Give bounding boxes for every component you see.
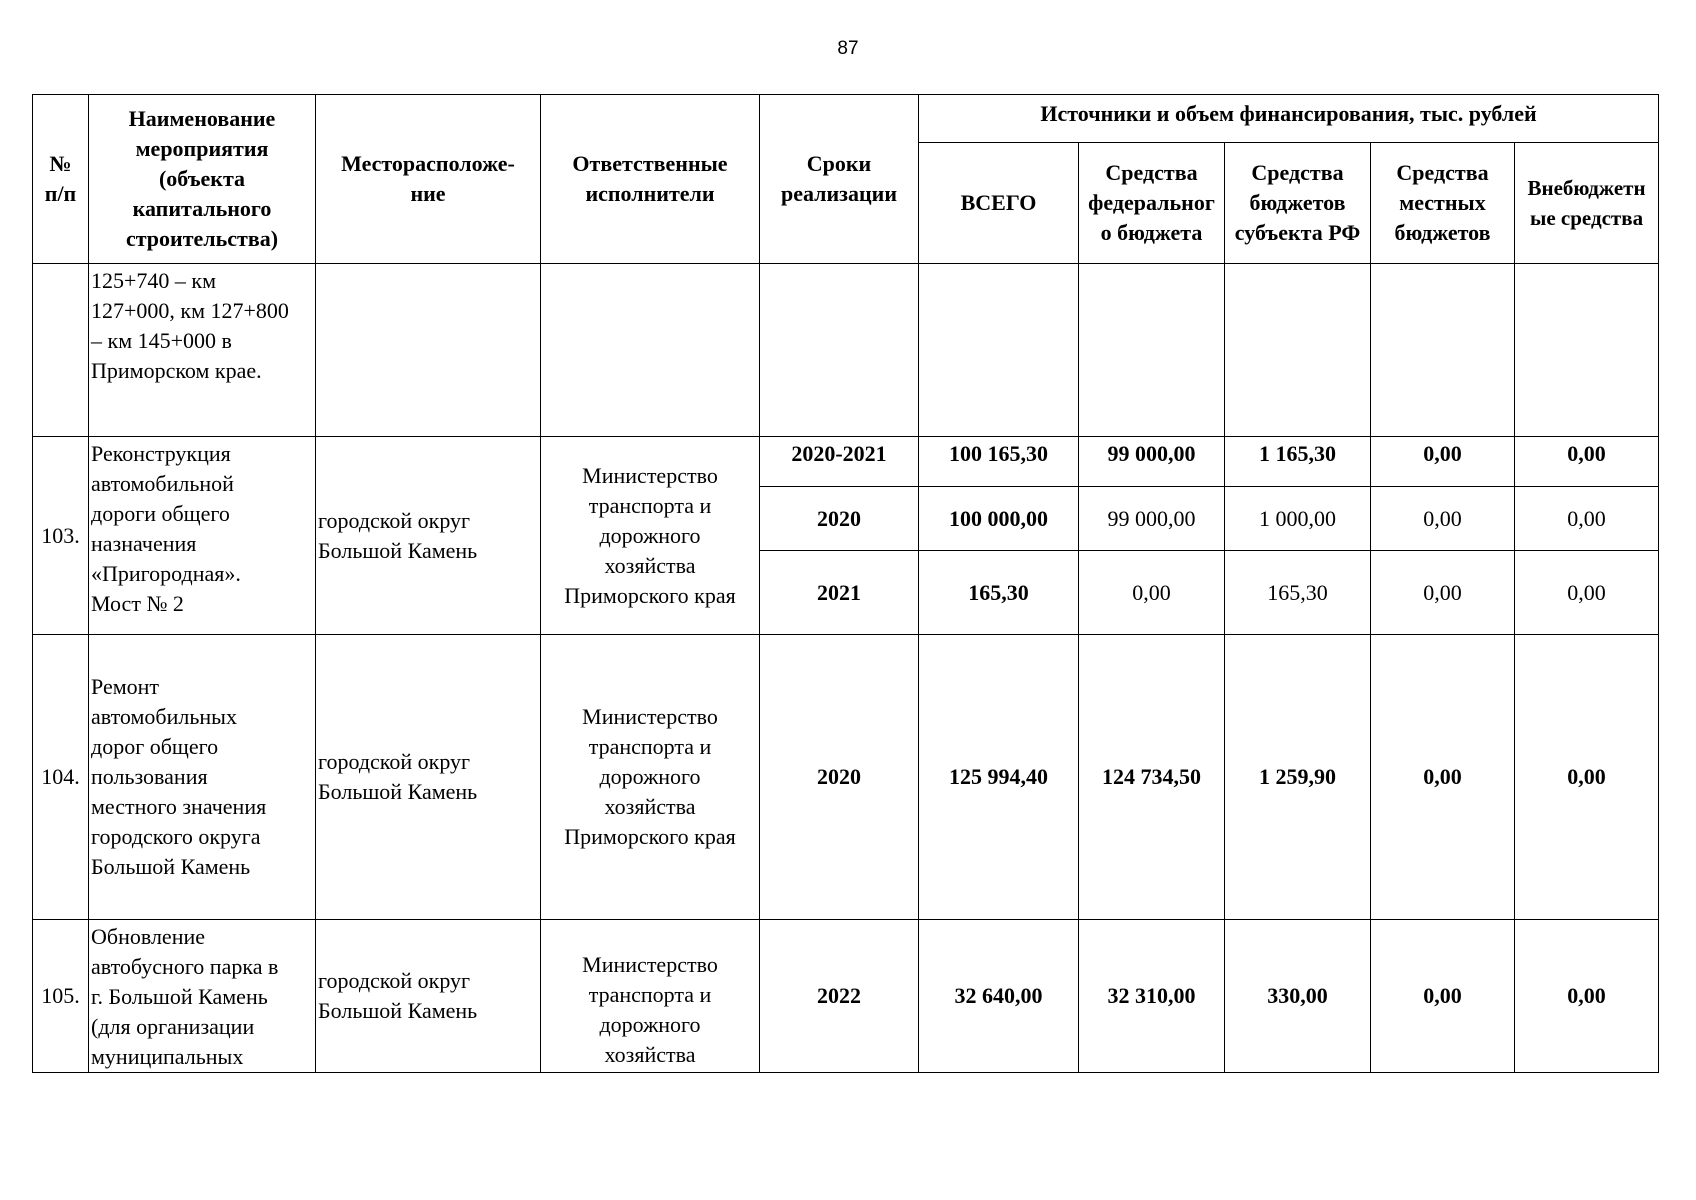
row103-federal-2: 0,00 [1079, 551, 1225, 635]
row105-extra: 0,00 [1515, 920, 1659, 1073]
cont-federal-cell [1079, 264, 1225, 437]
page-number: 87 [837, 38, 859, 59]
cont-total-cell [919, 264, 1079, 437]
row105-name: Обновление автобусного парка в г. Большой Камень (для организации муниципальных [89, 920, 316, 1073]
row104-num: 104. [33, 635, 89, 920]
row103-local-0: 0,00 [1371, 437, 1515, 487]
row105-responsible: Министерство транспорта и дорожного хозяйства [541, 920, 760, 1073]
row103-total-2: 165,30 [919, 551, 1079, 635]
row104-responsible: Министерство транспорта и дорожного хозяйства Приморского края [541, 635, 760, 920]
table-row [33, 264, 1659, 437]
table-row [33, 635, 1659, 920]
header-location: Месторасположе- ние [316, 95, 541, 264]
row105-location: городской округ Большой Камень [316, 920, 541, 1073]
row103-extra-1: 0,00 [1515, 487, 1659, 551]
row105-regional: 330,00 [1225, 920, 1371, 1073]
row103-period-1: 2020 [760, 487, 919, 551]
row104-total: 125 994,40 [919, 635, 1079, 920]
row103-local-2: 0,00 [1371, 551, 1515, 635]
row104-period: 2020 [760, 635, 919, 920]
cont-period-cell [760, 264, 919, 437]
row103-federal-0: 99 000,00 [1079, 437, 1225, 487]
header-responsible: Ответственные исполнители [541, 95, 760, 264]
row105-num: 105. [33, 920, 89, 1073]
row105-period: 2022 [760, 920, 919, 1073]
row103-regional-1: 1 000,00 [1225, 487, 1371, 551]
header-federal: Средства федеральног о бюджета [1079, 143, 1225, 264]
row103-extra-0: 0,00 [1515, 437, 1659, 487]
header-extra: Внебюджетн ые средства [1515, 143, 1659, 264]
header-period: Сроки реализации [760, 95, 919, 264]
header-num: № п/п [33, 95, 89, 264]
cont-num-cell [33, 264, 89, 437]
row103-total-0: 100 165,30 [919, 437, 1079, 487]
row104-name: Ремонт автомобильных дорог общего пользования местного значения городского округа Большой Камень [89, 635, 316, 920]
table-row [33, 437, 1659, 487]
row103-local-1: 0,00 [1371, 487, 1515, 551]
table-row [33, 920, 1659, 1073]
header-name: Наименование мероприятия (объекта капитального строительства) [89, 95, 316, 264]
row104-local: 0,00 [1371, 635, 1515, 920]
row103-num: 103. [33, 437, 89, 635]
header-local: Средства местных бюджетов [1371, 143, 1515, 264]
header-financing: Источники и объем финансирования, тыс. рублей [919, 95, 1659, 143]
row103-extra-2: 0,00 [1515, 551, 1659, 635]
header-total: ВСЕГО [919, 143, 1079, 264]
row103-responsible: Министерство транспорта и дорожного хозяйства Приморского края [541, 437, 760, 635]
financing-table [32, 94, 1659, 1073]
header-regional: Средства бюджетов субъекта РФ [1225, 143, 1371, 264]
row105-federal: 32 310,00 [1079, 920, 1225, 1073]
cont-extra-cell [1515, 264, 1659, 437]
row103-period-2: 2021 [760, 551, 919, 635]
cont-regional-cell [1225, 264, 1371, 437]
row103-location: городской округ Большой Камень [316, 437, 541, 635]
row103-period-0: 2020-2021 [760, 437, 919, 487]
row105-total: 32 640,00 [919, 920, 1079, 1073]
row104-location: городской округ Большой Камень [316, 635, 541, 920]
row104-regional: 1 259,90 [1225, 635, 1371, 920]
row103-federal-1: 99 000,00 [1079, 487, 1225, 551]
row105-local: 0,00 [1371, 920, 1515, 1073]
row104-federal: 124 734,50 [1079, 635, 1225, 920]
cont-responsible-cell [541, 264, 760, 437]
row103-regional-0: 1 165,30 [1225, 437, 1371, 487]
row103-name: Реконструкция автомобильной дороги общего назначения «Пригородная». Мост № 2 [89, 437, 316, 635]
row103-total-1: 100 000,00 [919, 487, 1079, 551]
cont-location-cell [316, 264, 541, 437]
cont-local-cell [1371, 264, 1515, 437]
cont-name-cell: 125+740 – км 127+000, км 127+800 – км 145+000 в Приморском крае. [89, 264, 316, 437]
row103-regional-2: 165,30 [1225, 551, 1371, 635]
row104-extra: 0,00 [1515, 635, 1659, 920]
